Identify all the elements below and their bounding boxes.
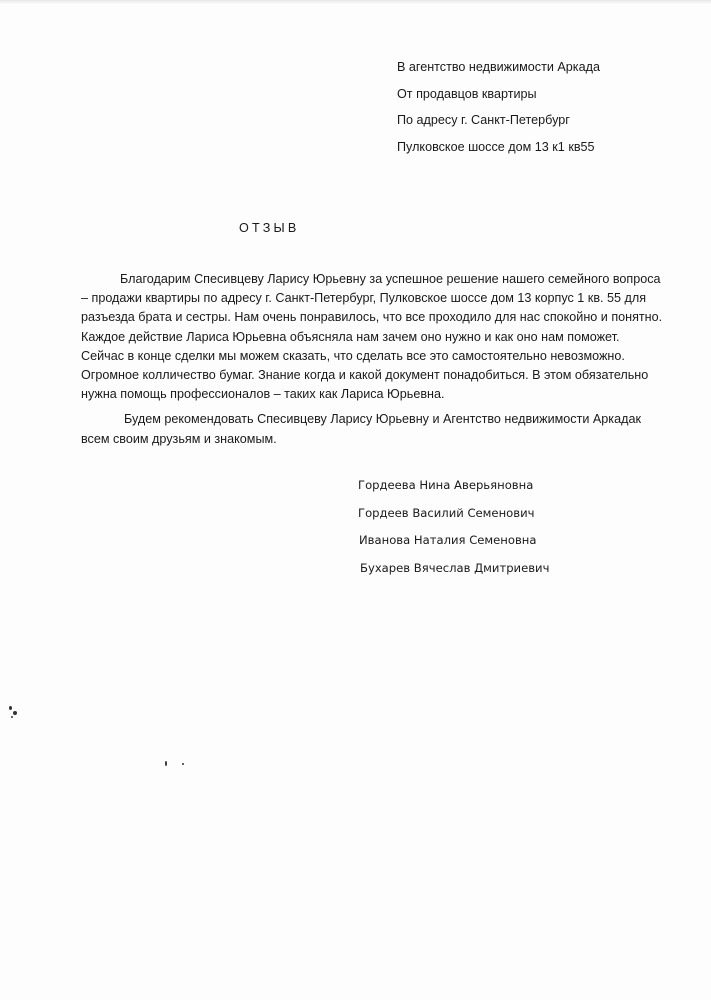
review-body	[81, 270, 663, 449]
signature-name-3: Иванова Наталия Семеновна	[359, 533, 537, 547]
addressee-line-city: По адресу г. Санкт-Петербург	[397, 113, 570, 127]
body-paragraph-1-line-2: – продажи квартиры по адресу г. Санкт-Петербург, Пулковское шоссе дом 13 корпус 1 кв. 55 для	[81, 291, 647, 306]
signature-name-1: Гордеева Нина Аверьяновна	[358, 478, 534, 492]
scan-speck	[182, 763, 184, 765]
body-paragraph-1-line-5: Сейчас в конце сделки мы можем сказать, что сделать все это самостоятельно невозможно.	[81, 348, 625, 363]
addressee-block	[397, 58, 697, 164]
document-title: ОТЗЫВ	[239, 221, 300, 235]
addressee-line-street: Пулковское шоссе дом 13 к1 кв55	[397, 139, 595, 154]
addressee-line-agency: В агентство недвижимости Аркада	[397, 60, 600, 74]
scan-speck	[165, 761, 167, 766]
scan-speck	[9, 706, 12, 710]
body-paragraph-1-line-7: нужна помощь профессионалов – таких как Лариса Юрьевна.	[81, 387, 445, 402]
body-paragraph-1-line-3: разъезда брата и сестры. Нам очень понравилось, что все проходило для нас спокойно и понятно.	[81, 310, 663, 325]
scan-top-edge-shadow	[0, 0, 711, 4]
addressee-line-from: От продавцов квартиры	[397, 86, 537, 101]
body-paragraph-2-line-1: Будем рекомендовать Спесивцеву Ларису Юрьевну и Агентство недвижимости Аркадак	[124, 412, 641, 427]
signature-name-2: Гордеев Василий Семенович	[358, 505, 535, 520]
body-paragraph-1-line-4: Каждое действие Лариса Юрьевна объясняла нам зачем оно нужно и как оно нам поможет.	[81, 329, 620, 344]
body-paragraph-1-line-1: Благодарим Спесивцеву Ларису Юрьевну за успешное решение нашего семейного вопроса	[120, 272, 661, 286]
scan-speck	[11, 716, 13, 718]
scan-speck	[13, 711, 17, 715]
signatures-block	[358, 476, 658, 586]
signature-name-4: Бухарев Вячеслав Дмитриевич	[360, 560, 550, 575]
body-paragraph-2-line-2: всем своим друзьям и знакомым.	[81, 431, 277, 446]
body-paragraph-1-line-6: Огромное колличество бумаг. Знание когда и какой документ понадобиться. В этом обязательно	[81, 367, 649, 382]
